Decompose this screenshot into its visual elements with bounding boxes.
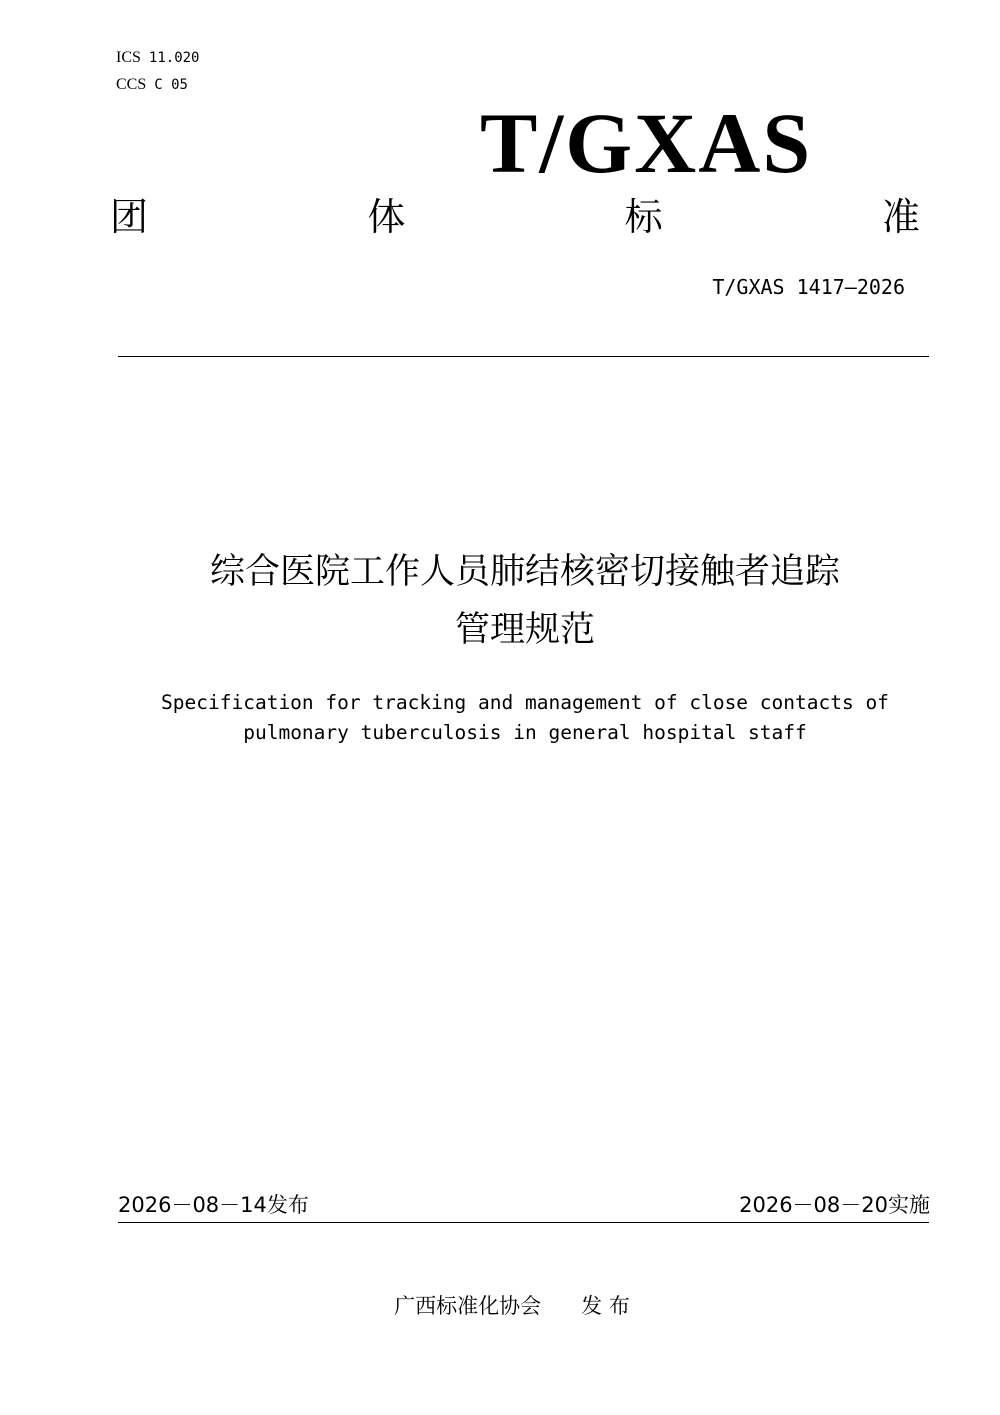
ccs-label: CCS (116, 76, 147, 93)
ics-label: ICS (116, 49, 141, 66)
standard-type-heading (110, 190, 920, 244)
standard-type-char-3: 标 (624, 195, 663, 239)
ccs-value: C 05 (154, 77, 188, 93)
publisher: 广西标准化协会 发 布 (394, 1294, 630, 1318)
title-cn-line-1: 综合医院工作人员肺结核密切接触者追踪 (209, 552, 840, 592)
issue-date: 2026－08－14发布 (118, 1193, 309, 1217)
standard-type-char-1: 团 (110, 195, 149, 239)
implement-date: 2026－08－20实施 (739, 1193, 930, 1217)
ics-code (116, 48, 199, 67)
ics-value: 11.020 (148, 50, 200, 66)
standard-type-char-4: 准 (881, 195, 920, 239)
standard-number: T/GXAS 1417—2026 (712, 275, 905, 299)
standard-type-char-2: 体 (367, 195, 406, 239)
top-divider (118, 356, 929, 357)
title-cn-line-2: 管理规范 (454, 610, 595, 650)
title-en-line-1: Specification for tracking and management of close contacts of (161, 691, 889, 714)
ccs-code (116, 75, 188, 94)
title-en-line-2: pulmonary tuberculosis in general hospital staff (243, 721, 807, 744)
standard-logo: T/GXAS (480, 95, 813, 191)
bottom-divider (118, 1222, 929, 1223)
